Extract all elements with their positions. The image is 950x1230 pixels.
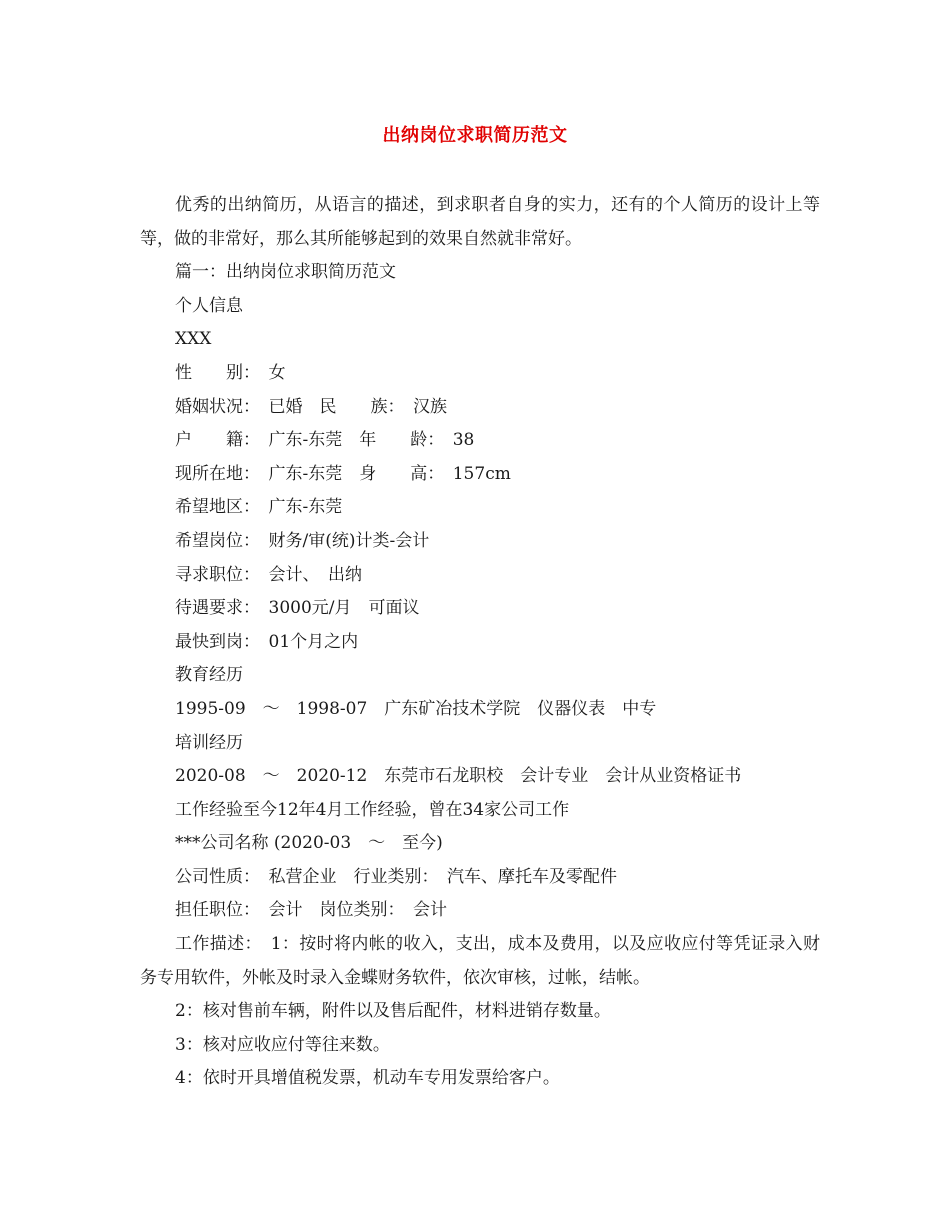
section-heading: 篇一：出纳岗位求职简历范文 [175,262,396,283]
hukou-age-line: 户 籍： 广东-东莞 年 龄： 38 [175,430,475,451]
desired-post-line: 希望岗位： 财务/审(统)计类-会计 [175,530,430,551]
intro-paragraph: 优秀的出纳简历，从语言的描述，到求职者自身的实力，还有的个人简历的设计上等等，做的非常好，那么其所能够起到的效果自然就非常好。 [140,195,820,249]
gender-line: 性 别： 女 [175,362,286,383]
document-title: 出纳岗位求职简历范文 [382,125,568,146]
education-entry: 1995-09 ～ 1998-07 广东矿冶技术学院 仪器仪表 中专 [175,698,657,719]
position-line: 担任职位： 会计 岗位类别： 会计 [175,900,447,921]
seeking-position-line: 寻求职位： 会计、 出纳 [175,564,362,585]
work-summary: 工作经验至今12年4月工作经验，曾在34家公司工作 [175,799,570,820]
name-line: XXX [175,329,212,350]
training-entry: 2020-08 ～ 2020-12 东莞市石龙职校 会计专业 会计从业资格证书 [175,766,742,787]
education-heading: 教育经历 [175,665,243,686]
salary-line: 待遇要求： 3000元/月 可面议 [175,598,420,619]
work-description-2: 2：核对售前车辆，附件以及售后配件，材料进销存数量。 [175,1001,611,1022]
training-heading: 培训经历 [175,732,243,753]
work-description-3: 3：核对应收应付等往来数。 [175,1034,390,1055]
location-height-line: 现所在地： 广东-东莞 身 高： 157cm [175,463,511,484]
company-type-line: 公司性质： 私营企业 行业类别： 汽车、摩托车及零配件 [175,866,617,887]
work-description-4: 4：依时开具增值税发票，机动车专用发票给客户。 [175,1068,560,1089]
personal-info-heading: 个人信息 [175,295,243,316]
desired-area-line: 希望地区： 广东-东莞 [175,497,343,518]
availability-line: 最快到岗： 01个月之内 [175,631,359,652]
marital-ethnicity-line: 婚姻状况： 已婚 民 族： 汉族 [175,396,447,417]
work-description-1: 工作描述： 1：按时将内帐的收入，支出，成本及费用，以及应收应付等凭证录入财务专用软件，外帐及时录入金蝶财务软件，依次审核，过帐，结帐。 [140,934,820,988]
company-name: ***公司名称 (2020-03 ～ 至今) [175,833,443,854]
document-body [140,189,820,1096]
